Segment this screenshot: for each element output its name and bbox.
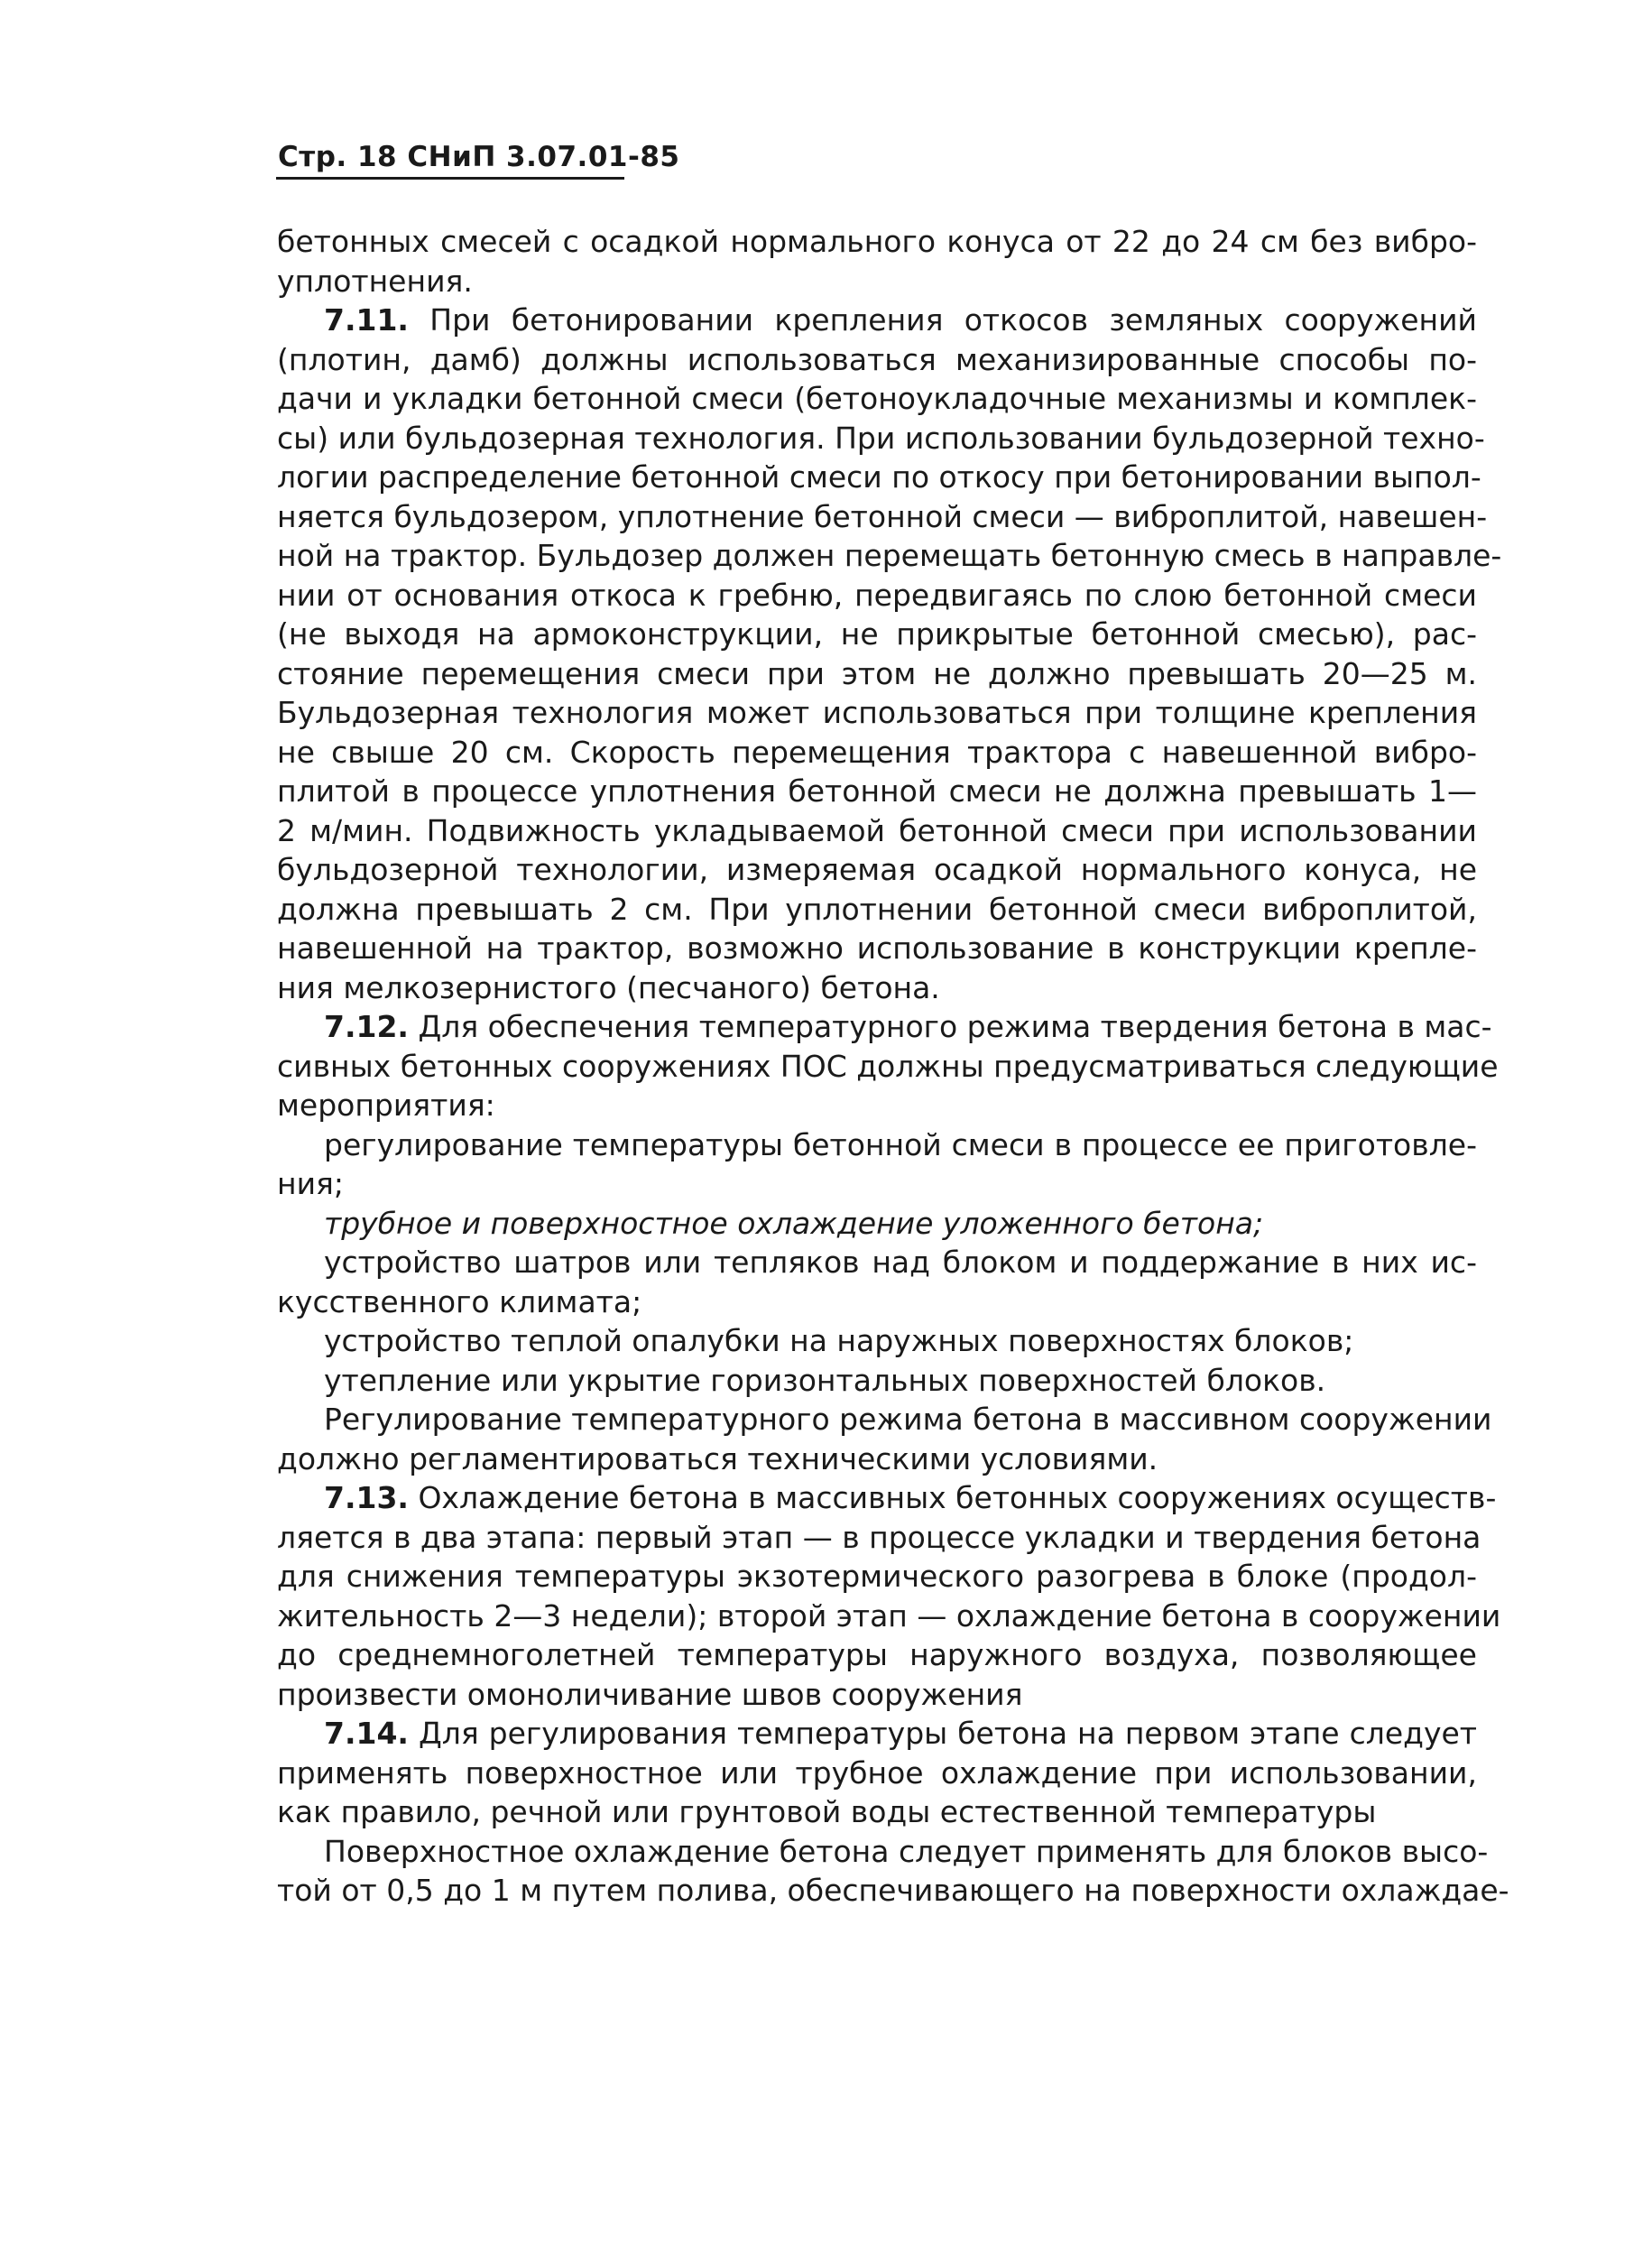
text-line [277,1675,1477,1715]
line-text: Для обеспечения температурного режима твердения бетона в мас- [408,1009,1492,1044]
line-text: до среднемноголетней температуры наружного воздуха, позволяющее [277,1637,1477,1672]
text-line [277,1243,1477,1282]
text-line [277,458,1481,497]
line-text: Для регулирования температуры бетона на первом этапе следует [408,1716,1477,1751]
line-text: ляется в два этапа: первый этап — в процессе укладки и твердения бетона [277,1519,1481,1555]
text-line [277,1754,1477,1793]
paragraph-number: 7.12. [324,1009,409,1044]
text-line [277,1007,1492,1047]
line-text: сивных бетонных сооружениях ПОС должны предусматриваться следующие [277,1048,1499,1084]
header-rule [276,177,624,180]
line-text: кусственного климата; [277,1283,642,1319]
line-text: бульдозерной технологии, измеряемая осадкой нормального конуса, не [277,852,1477,887]
line-text: мероприятия: [277,1087,495,1123]
text-line [277,576,1477,615]
text-line [277,497,1488,537]
line-text: утепление или укрытие горизонтальных поверхностей блоков. [324,1362,1326,1398]
text-line [277,811,1477,851]
line-text: (плотин, дамб) должны использоваться механизированные способы по- [277,341,1477,377]
text-line [277,301,1477,340]
text-line [277,890,1477,930]
text-line [277,340,1477,380]
text-line [277,1086,1477,1125]
paragraph-number: 7.14. [324,1716,409,1751]
text-line [277,1557,1477,1597]
line-text: (не выходя на армоконструкции, не прикрытые бетонной смесью), рас- [277,616,1477,652]
line-text: Регулирование температурного режима бетона в массивном сооружении [324,1402,1492,1437]
text-line [277,929,1477,968]
text-line [277,772,1477,811]
paragraph-number: 7.13. [324,1480,409,1515]
text-line [277,1125,1477,1165]
line-text: нии от основания откоса к гребню, передвигаясь по слою бетонной смеси [277,577,1477,613]
text-line [277,968,1477,1008]
line-text: применять поверхностное или трубное охлаждение при использовании, [277,1754,1477,1791]
line-text: не свыше 20 см. Скорость перемещения трактора с навешенной вибро- [277,734,1477,770]
text-line [277,1361,1477,1401]
text-line [277,379,1477,419]
line-text: 2 м/мин. Подвижность укладываемой бетонной смеси при использовании [277,812,1477,848]
text-line [277,1164,1477,1204]
line-text: плитой в процессе уплотнения бетонной смеси не должна превышать 1— [277,773,1477,809]
text-line [277,1204,1477,1244]
line-text: Охлаждение бетона в массивных бетонных сооружениях осуществ- [408,1480,1497,1515]
text-line [277,654,1477,694]
line-text: устройство шатров или тепляков над блоком и поддержание в них ис- [324,1245,1477,1280]
text-line [277,1635,1477,1675]
text-line [277,1400,1492,1439]
text-line [277,222,1477,262]
line-text: уплотнения. [277,263,473,299]
text-line [277,850,1477,890]
text-line [277,1832,1489,1872]
line-text: навешенной на трактор, возможно использование в конструкции крепле- [277,930,1477,966]
text-line [277,536,1502,576]
line-text: бетонных смесей с осадкой нормального конуса от 22 до 24 см без вибро- [277,224,1477,259]
body-text [277,222,1509,1911]
line-text: устройство теплой опалубки на наружных поверхностях блоков; [324,1323,1354,1358]
text-line [277,1871,1509,1911]
text-line [277,419,1485,458]
paragraph-number: 7.11. [324,302,409,338]
line-text: регулирование температуры бетонной смеси в процессе ее приготовле- [324,1126,1477,1162]
line-text: При бетонировании крепления откосов земляных сооружений [408,302,1477,338]
line-text: ния; [277,1166,344,1201]
line-text: Поверхностное охлаждение бетона следует применять для блоков высо- [324,1833,1489,1869]
text-line [277,1478,1497,1518]
text-line [277,1321,1477,1361]
line-text: стояние перемещения смеси при этом не должно превышать 20—25 м. [277,655,1477,691]
line-text: няется бульдозером, уплотнение бетонной смеси — виброплитой, навешен- [277,498,1488,534]
line-text: как правило, речной или грунтовой воды естественной температуры [277,1794,1377,1829]
text-line [277,1597,1501,1636]
line-text: должна превышать 2 см. При уплотнении бетонной смеси виброплитой, [277,891,1477,927]
line-text: той от 0,5 до 1 м путем полива, обеспечивающего на поверхности охлаждае- [277,1873,1509,1908]
line-text: должно регламентироваться техническими условиями. [277,1440,1158,1476]
line-text: логии распределение бетонной смеси по откосу при бетонировании выпол- [277,459,1481,495]
text-line [277,615,1477,654]
text-line [277,1282,1477,1322]
text-line [277,262,1477,301]
line-text: сы) или бульдозерная технология. При использовании бульдозерной техно- [277,420,1485,456]
line-text: жительность 2—3 недели); второй этап — охлаждение бетона в сооружении [277,1597,1501,1634]
line-text: дачи и укладки бетонной смеси (бетоноукладочные механизмы и комплек- [277,381,1477,416]
text-line [277,1047,1499,1087]
text-line [277,1792,1477,1832]
line-text: Бульдозерная технология может использоваться при толщине крепления [277,695,1477,730]
text-line [277,1518,1481,1558]
text-line [277,1714,1477,1754]
line-text: для снижения температуры экзотермического разогрева в блоке (продол- [277,1559,1477,1594]
text-line [277,693,1477,733]
line-text: ной на трактор. Бульдозер должен перемещать бетонную смесь в направле- [277,538,1502,573]
line-text: произвести омоноличивание швов сооружения [277,1676,1023,1712]
line-text: трубное и поверхностное охлаждение уложенного бетона; [324,1205,1264,1241]
running-head: Стр. 18 СНиП 3.07.01-85 [278,141,680,173]
line-text: ния мелкозернистого (песчаного) бетона. [277,969,940,1005]
text-line [277,1439,1477,1479]
text-line [277,733,1477,773]
